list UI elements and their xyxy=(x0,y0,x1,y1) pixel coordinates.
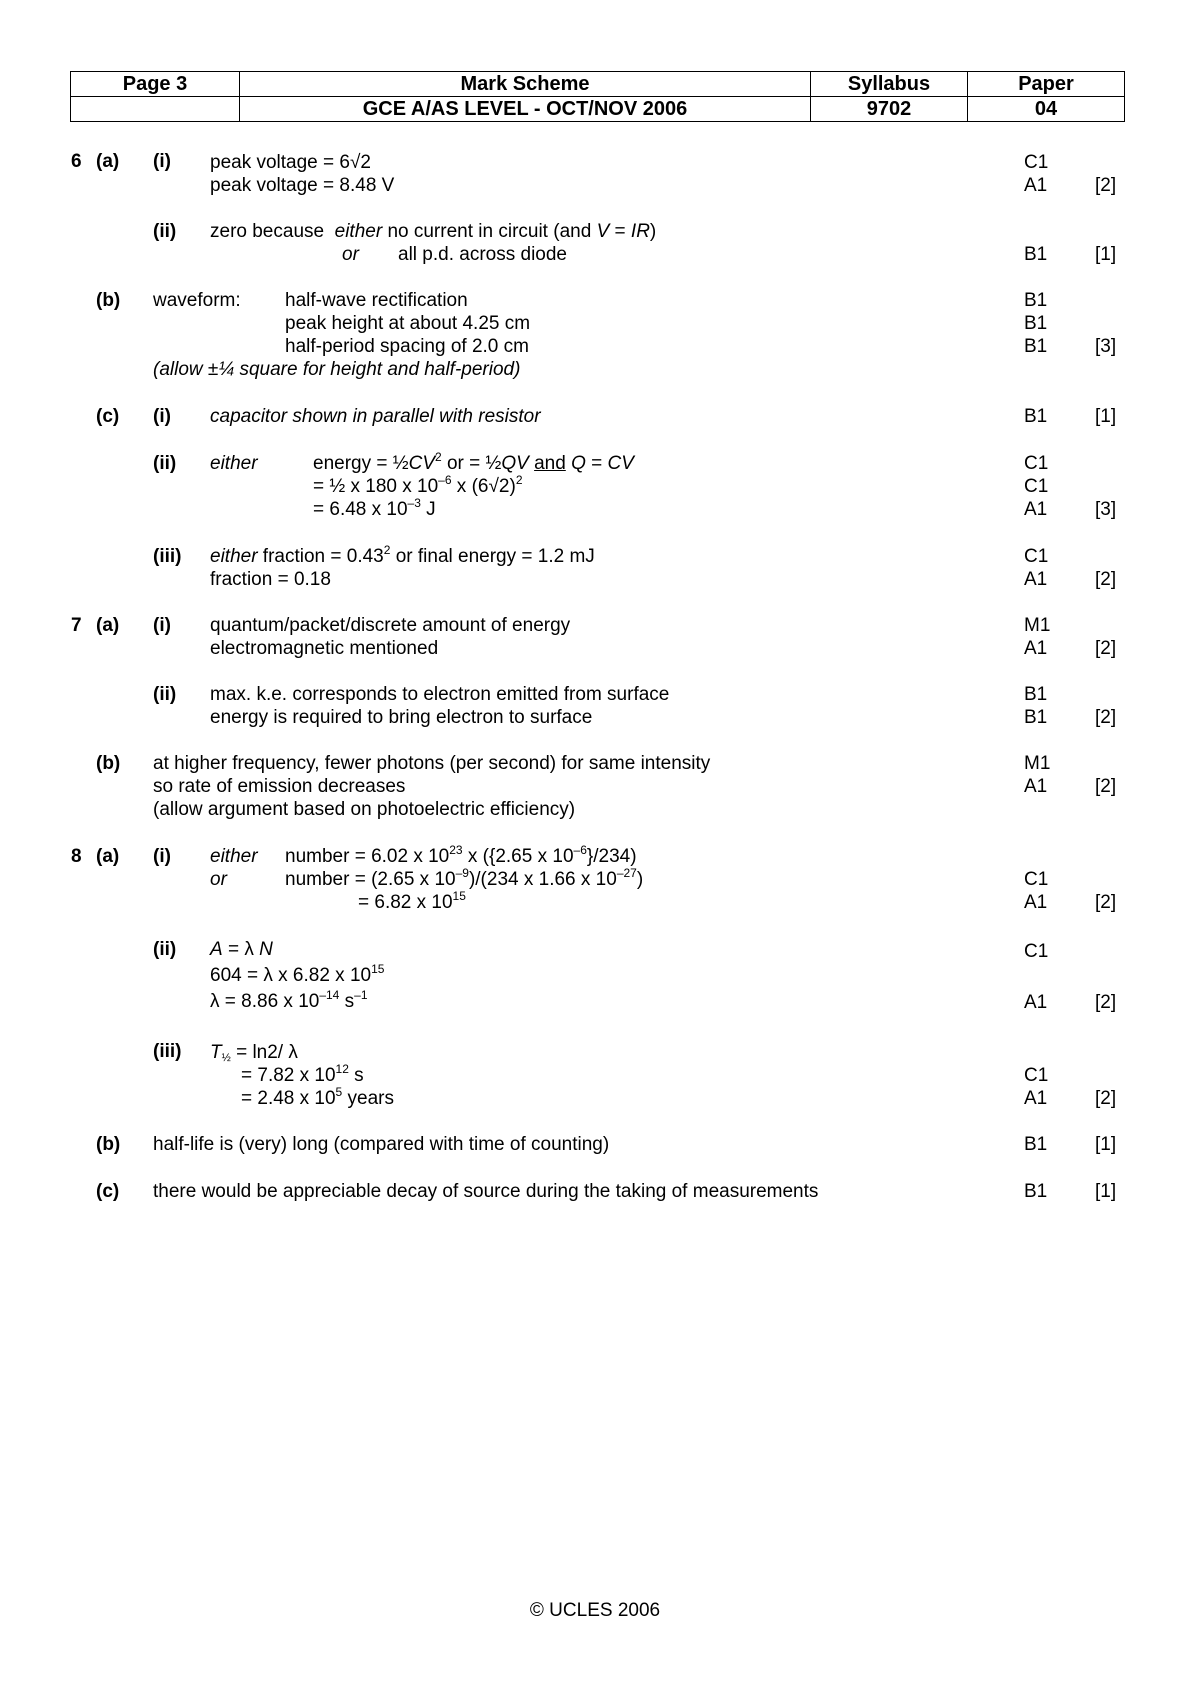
mark-code: B1 xyxy=(1024,244,1048,265)
mark-code: A1 xyxy=(1024,992,1048,1013)
answer-line: peak voltage = 6√2 xyxy=(210,152,371,173)
mark-code: B1 xyxy=(1024,684,1048,705)
page-number: Page 3 xyxy=(71,72,240,97)
mark-total: [2] xyxy=(1095,175,1117,196)
paper-label: Paper xyxy=(968,72,1125,97)
copyright-footer: © UCLES 2006 xyxy=(529,1600,661,1621)
mark-total: [2] xyxy=(1095,707,1117,728)
subpart-label: (i) xyxy=(153,846,171,867)
mark-total: [3] xyxy=(1095,499,1117,520)
document-title: Mark Scheme xyxy=(240,72,811,97)
subpart-label: (i) xyxy=(153,615,171,636)
mark-total: [2] xyxy=(1095,1088,1117,1109)
subpart-label: (iii) xyxy=(153,1041,182,1062)
answer-or: or xyxy=(342,244,359,265)
mark-code: M1 xyxy=(1024,753,1051,774)
answer-line: A = λ N xyxy=(210,939,273,960)
answer-line: electromagnetic mentioned xyxy=(210,638,439,659)
mark-total: [1] xyxy=(1095,406,1117,427)
header-blank xyxy=(71,97,240,122)
answer-line: = 7.82 x $10^{12}$ s xyxy=(241,1062,364,1086)
mark-code: A1 xyxy=(1024,1088,1048,1109)
mark-total: [2] xyxy=(1095,992,1117,1013)
mark-code: B1 xyxy=(1024,707,1048,728)
question-number: 8 xyxy=(71,846,82,867)
answer-line: half-period spacing of 2.0 cm xyxy=(285,336,529,357)
mark-code: C1 xyxy=(1024,941,1049,962)
header-table xyxy=(70,71,1125,122)
part-label: (b) xyxy=(96,1134,121,1155)
answer-line: number = (2.65 x $10^{-9})/(234$ x 1.66 x $10^{-27}$) xyxy=(285,866,644,890)
answer-line: energy is required to bring electron to surface xyxy=(210,707,593,728)
subpart-label: (i) xyxy=(153,406,171,427)
mark-total: [2] xyxy=(1095,892,1117,913)
part-label: (c) xyxy=(96,1181,120,1202)
subpart-label: (i) xyxy=(153,151,171,172)
mark-code: A1 xyxy=(1024,776,1048,797)
mark-code: C1 xyxy=(1024,152,1049,173)
answer-note: (allow ±¼ square for height and half-period) xyxy=(153,359,521,380)
mark-code: B1 xyxy=(1024,1134,1048,1155)
subpart-label: (ii) xyxy=(153,939,177,960)
part-label: (a) xyxy=(96,151,120,172)
answer-line: at higher frequency, fewer photons (per second) for same intensity xyxy=(153,753,711,774)
mark-code: A1 xyxy=(1024,892,1048,913)
mark-code: B1 xyxy=(1024,336,1048,357)
answer-line: zero because either no current in circuit (and V = IR) xyxy=(210,221,657,242)
answer-line: half-life is (very) long (compared with time of counting) xyxy=(153,1134,610,1155)
part-label: (b) xyxy=(96,290,121,311)
answer-line: capacitor shown in parallel with resistor xyxy=(210,406,541,427)
mark-code: A1 xyxy=(1024,499,1048,520)
answer-line: so rate of emission decreases xyxy=(153,776,406,797)
mark-code: C1 xyxy=(1024,1065,1049,1086)
mark-total: [1] xyxy=(1095,1134,1117,1155)
answer-line: half-wave rectification xyxy=(285,290,468,311)
mark-code: B1 xyxy=(1024,1181,1048,1202)
answer-line: number = 6.02 x $10^{23}$ x ({2.65 x $10^{-6}\}/234$) xyxy=(285,843,637,867)
answer-line: fraction = 0.18 xyxy=(210,569,331,590)
answer-line: = 2.48 x $10^5$ years xyxy=(241,1085,394,1109)
subpart-label: (ii) xyxy=(153,453,177,474)
syllabus-label: Syllabus xyxy=(811,72,968,97)
answer-line: = 6.82 x $10^{15}$ xyxy=(358,889,466,913)
answer-line: energy = $\frac{1}{2}CV^2$ or = ½QV and Q = CV xyxy=(313,450,634,474)
question-number: 6 xyxy=(71,151,82,172)
mark-code: B1 xyxy=(1024,313,1048,334)
answer-line: max. k.e. corresponds to electron emitted from surface xyxy=(210,684,670,705)
syllabus-code: 9702 xyxy=(811,97,968,122)
mark-total: [2] xyxy=(1095,776,1117,797)
mark-total: [2] xyxy=(1095,638,1117,659)
answer-line: all p.d. across diode xyxy=(398,244,567,265)
answer-line: there would be appreciable decay of source during the taking of measurements xyxy=(153,1181,819,1202)
mark-code: C1 xyxy=(1024,476,1049,497)
mark-code: B1 xyxy=(1024,406,1048,427)
answer-line: λ = 8.86 x $10^{-14}$ $s^{-1}$ xyxy=(210,988,368,1012)
part-label: (b) xyxy=(96,753,121,774)
answer-line: peak height at about 4.25 cm xyxy=(285,313,531,334)
answer-or: or xyxy=(210,869,227,890)
mark-total: [1] xyxy=(1095,244,1117,265)
subpart-label: (ii) xyxy=(153,221,177,242)
mark-total: [2] xyxy=(1095,569,1117,590)
mark-code: A1 xyxy=(1024,175,1048,196)
exam-title: GCE A/AS LEVEL - OCT/NOV 2006 xyxy=(240,97,811,122)
answer-either: either xyxy=(210,453,258,474)
mark-total: [1] xyxy=(1095,1181,1117,1202)
mark-code: C1 xyxy=(1024,546,1049,567)
answer-note: (allow argument based on photoelectric efficiency) xyxy=(153,799,576,820)
answer-line: = ½ x 180 x $10^{-6}$ x $(6√2)^2$ xyxy=(313,473,523,497)
answer-line: $T_{\frac{1}{2}} = \ln 2/$ λ xyxy=(210,1042,298,1064)
mark-code: M1 xyxy=(1024,615,1051,636)
answer-either: either xyxy=(210,846,258,867)
part-label: (c) xyxy=(96,406,120,427)
answer-line: 604 = λ x 6.82 x $10^{15}$ xyxy=(210,962,385,986)
subpart-label: (iii) xyxy=(153,546,182,567)
mark-total: [3] xyxy=(1095,336,1117,357)
mark-code: C1 xyxy=(1024,453,1049,474)
mark-code: C1 xyxy=(1024,869,1049,890)
part-label: (a) xyxy=(96,846,120,867)
answer-line: = 6.48 x $10^{-3}$ J xyxy=(313,496,436,520)
answer-line: quantum/packet/discrete amount of energy xyxy=(210,615,571,636)
mark-code: B1 xyxy=(1024,290,1048,311)
mark-code: A1 xyxy=(1024,638,1048,659)
answer-line: either fraction = $0.43^2$ or final energy = 1.2 mJ xyxy=(210,543,595,567)
mark-code: A1 xyxy=(1024,569,1048,590)
paper-number: 04 xyxy=(968,97,1125,122)
answer-line: peak voltage = 8.48 V xyxy=(210,175,395,196)
question-number: 7 xyxy=(71,615,82,636)
part-label: (a) xyxy=(96,615,120,636)
subpart-label: (ii) xyxy=(153,684,177,705)
answer-label: waveform: xyxy=(153,290,241,311)
